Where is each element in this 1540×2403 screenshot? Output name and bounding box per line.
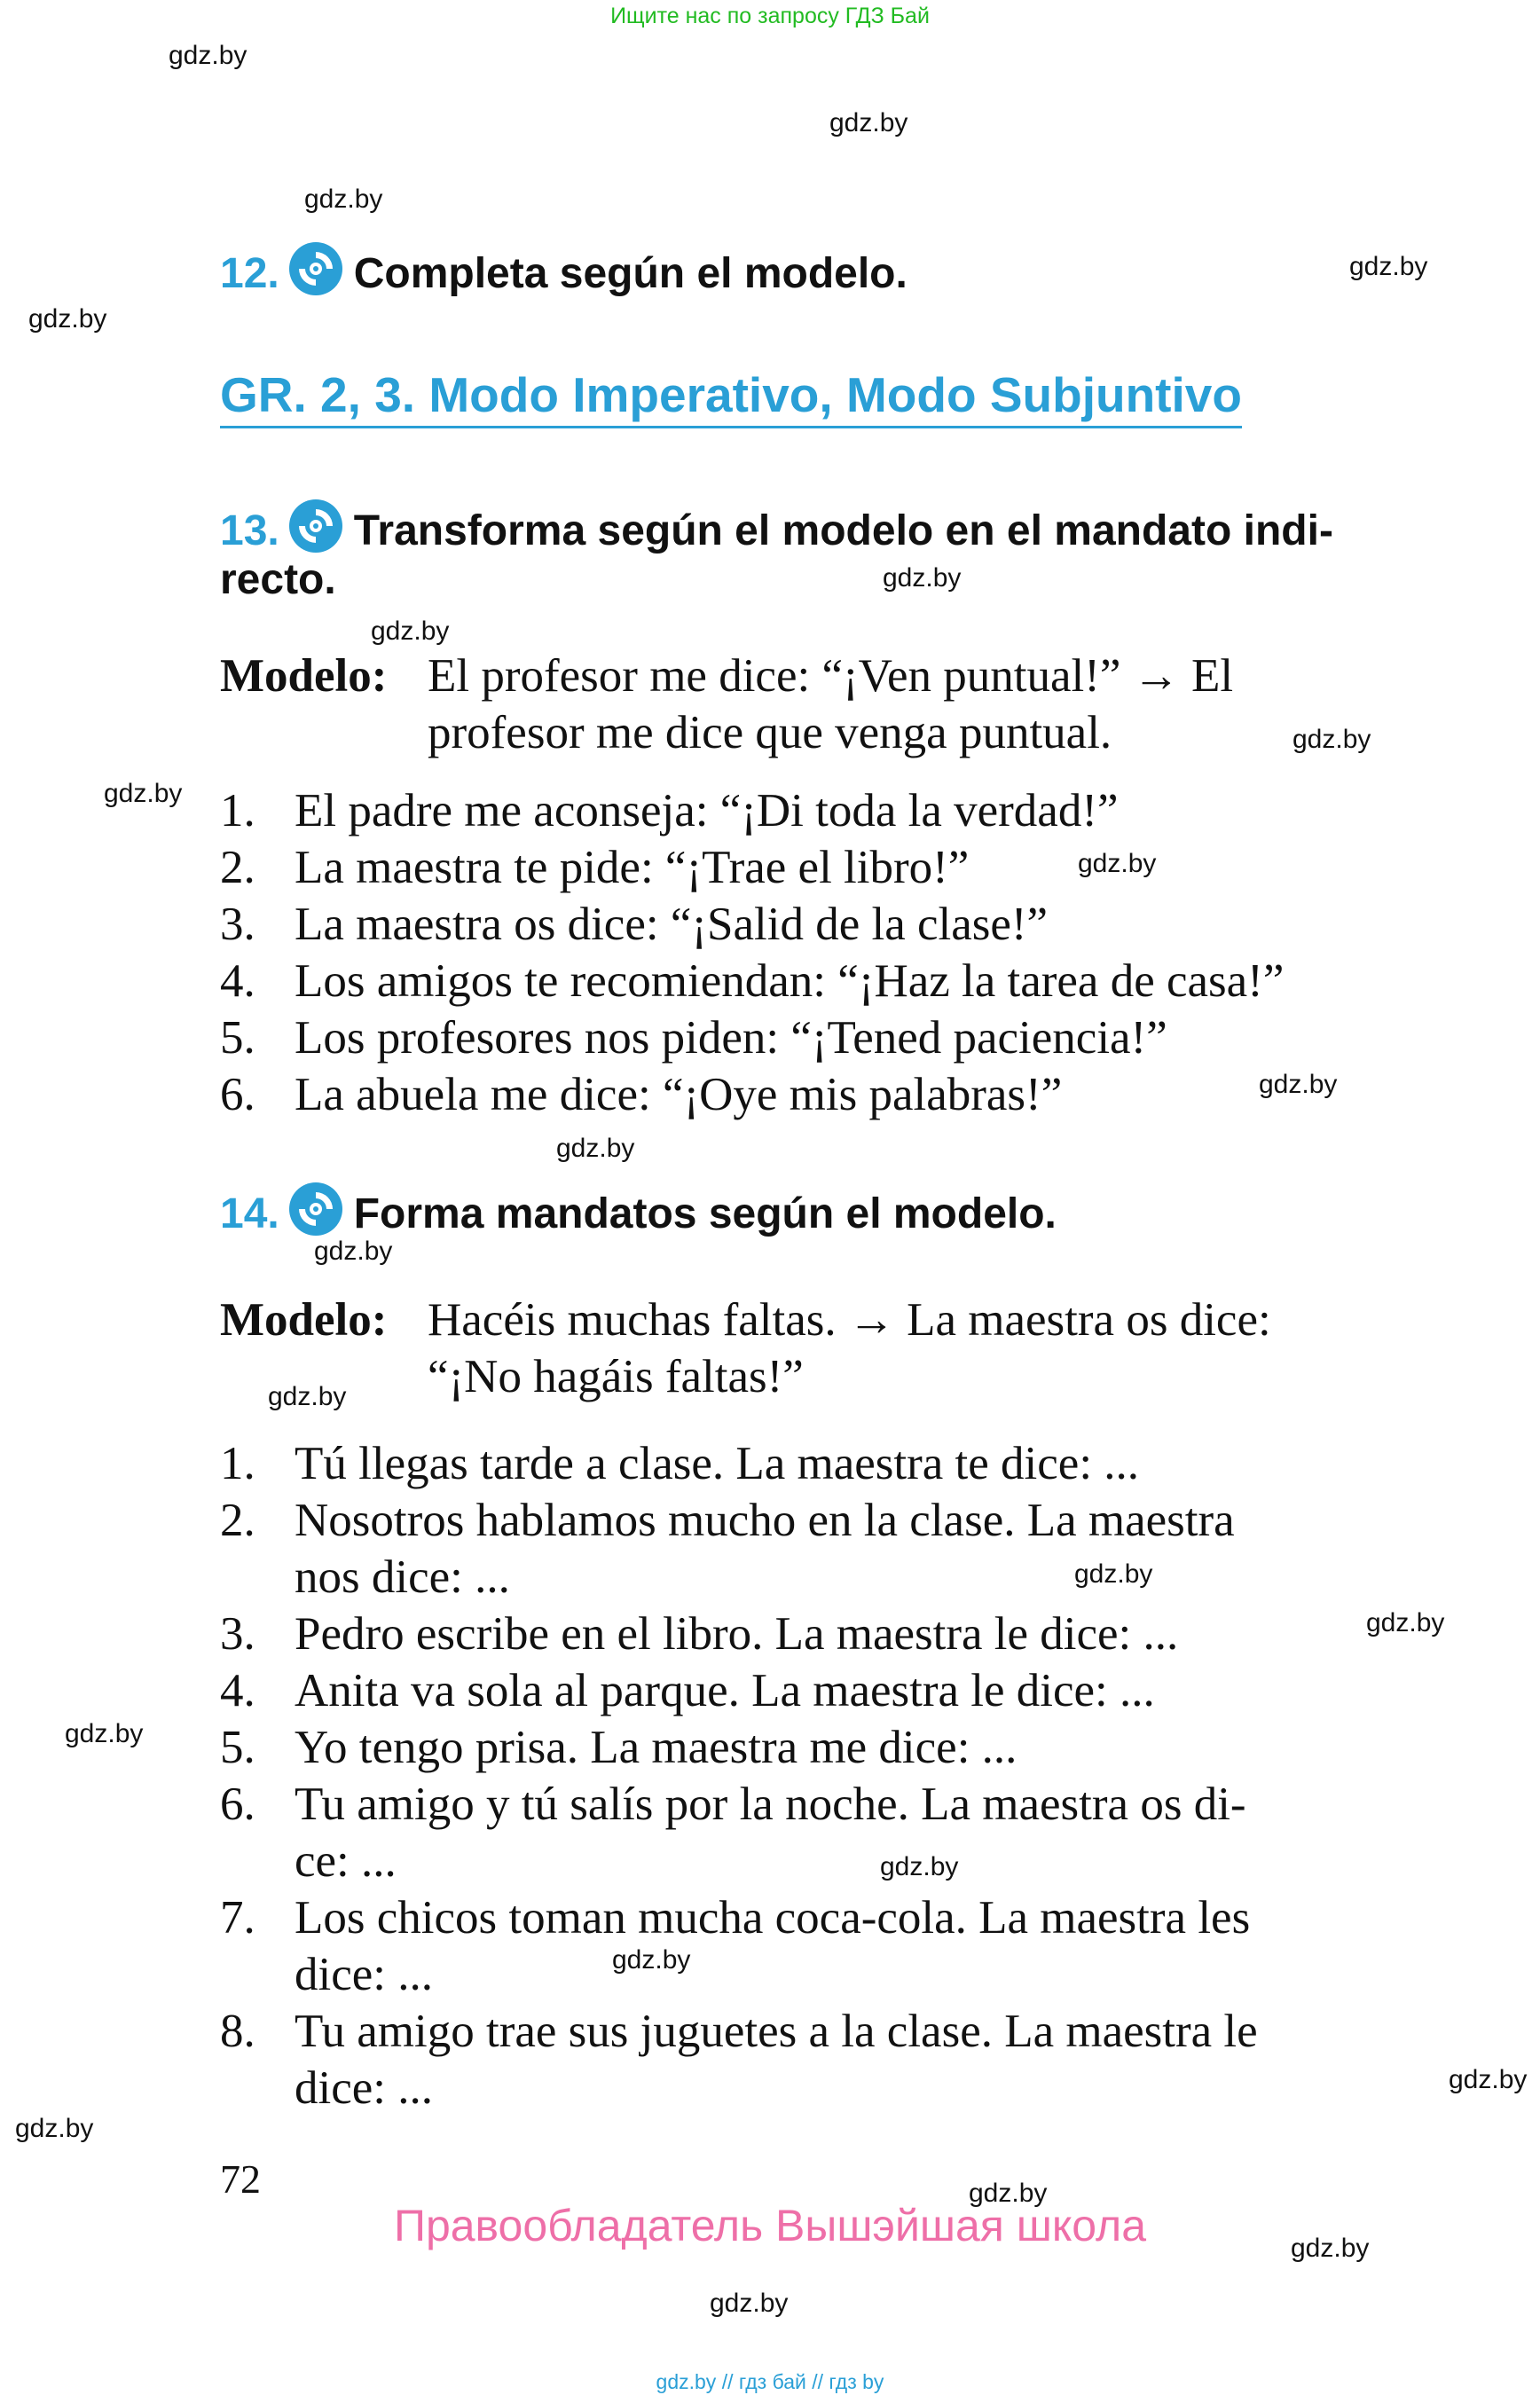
page-number: 72 [220, 2156, 261, 2202]
list-item: 4. Anita va sola al parque. La maestra le dice: ... [220, 1665, 1155, 1716]
watermark: gdz.by [612, 1945, 691, 1975]
model-text: “¡No hagáis faltas!” [428, 1351, 804, 1402]
watermark: gdz.by [304, 185, 383, 214]
exercise-title: Forma mandatos según el modelo. [353, 1190, 1057, 1237]
watermark: gdz.by [1292, 725, 1371, 754]
model-text: profesor me dice que venga puntual. [428, 707, 1112, 758]
watermark: gdz.by [104, 779, 183, 808]
exercise-title: Completa según el modelo. [353, 250, 908, 297]
list-item: 2. Nosotros hablamos mucho en la clase. La maestra [220, 1495, 1235, 1546]
list-item: 5. Los profesores nos piden: “¡Tened paciencia!” [220, 1012, 1167, 1064]
watermark: gdz.by [314, 1237, 393, 1266]
rights-holder: Правообладатель Вышэйшая школа [394, 2201, 1146, 2250]
watermark: gdz.by [15, 2114, 94, 2143]
list-item-continued: ce: ... [295, 1835, 397, 1887]
watermark: gdz.by [1366, 1608, 1445, 1637]
audio-disc-icon[interactable] [287, 1180, 345, 1238]
exercise-number: 12. [220, 250, 279, 297]
list-item: 6. Tu amigo y tú salís por la noche. La maestra os di- [220, 1779, 1246, 1830]
model-text: Hacéis muchas faltas. → La maestra os dice: [428, 1294, 1271, 1346]
list-item-continued: dice: ... [295, 2062, 433, 2114]
watermark: gdz.by [371, 616, 450, 646]
exercise-number: 13. [220, 507, 279, 554]
watermark: gdz.by [1259, 1070, 1338, 1099]
audio-disc-icon[interactable] [287, 497, 345, 555]
list-item: 8. Tu amigo trae sus juguetes a la clase. La maestra le [220, 2006, 1258, 2057]
exercise-12-heading [220, 240, 908, 298]
list-item: 1. El padre me aconseja: “¡Di toda la verdad!” [220, 785, 1119, 836]
watermark: gdz.by [1074, 1559, 1153, 1589]
list-item: 5. Yo tengo prisa. La maestra me dice: ... [220, 1722, 1018, 1773]
model-text: El profesor me dice: “¡Ven puntual!” → El [428, 650, 1234, 702]
list-item: 3. Pedro escribe en el libro. La maestra le dice: ... [220, 1608, 1179, 1660]
watermark: gdz.by [710, 2289, 789, 2318]
top-search-hint[interactable]: Ищите нас по запросу ГДЗ Бай [610, 4, 930, 28]
watermark: gdz.by [28, 304, 107, 334]
watermark: gdz.by [556, 1134, 635, 1163]
exercise-14-heading [220, 1180, 1057, 1238]
watermark: gdz.by [1078, 849, 1157, 878]
watermark: gdz.by [268, 1382, 347, 1411]
audio-disc-icon[interactable] [287, 240, 345, 298]
watermark: gdz.by [1349, 252, 1428, 281]
watermark: gdz.by [880, 1852, 959, 1881]
watermark: gdz.by [1449, 2065, 1528, 2094]
bottom-links[interactable]: gdz.by // гдз бай // гдз by [656, 2370, 884, 2393]
watermark: gdz.by [1291, 2234, 1370, 2263]
watermark: gdz.by [829, 108, 908, 137]
list-item-continued: nos dice: ... [295, 1551, 510, 1603]
exercise-13-heading [220, 497, 1333, 555]
model-label: Modelo: [220, 650, 388, 702]
list-item: 2. La maestra te pide: “¡Trae el libro!” [220, 842, 970, 893]
exercise-title-continued: recto. [220, 556, 336, 603]
section-title: GR. 2, 3. Modo Imperativo, Modo Subjuntivo [220, 365, 1242, 428]
list-item-continued: dice: ... [295, 1949, 433, 2000]
list-item: 3. La maestra os dice: “¡Salid de la clase!” [220, 899, 1049, 950]
list-item: 6. La abuela me dice: “¡Oye mis palabras!” [220, 1069, 1063, 1120]
watermark: gdz.by [969, 2179, 1048, 2208]
model-label: Modelo: [220, 1294, 388, 1346]
exercise-number: 14. [220, 1190, 279, 1237]
exercise-title: Transforma según el modelo en el mandato indi- [353, 507, 1333, 554]
list-item: 4. Los amigos te recomiendan: “¡Haz la tarea de casa!” [220, 955, 1285, 1007]
watermark: gdz.by [169, 41, 248, 70]
watermark: gdz.by [883, 563, 962, 593]
list-item: 1. Tú llegas tarde a clase. La maestra te dice: ... [220, 1438, 1140, 1489]
list-item: 7. Los chicos toman mucha coca-cola. La maestra les [220, 1892, 1251, 1944]
watermark: gdz.by [65, 1719, 144, 1748]
